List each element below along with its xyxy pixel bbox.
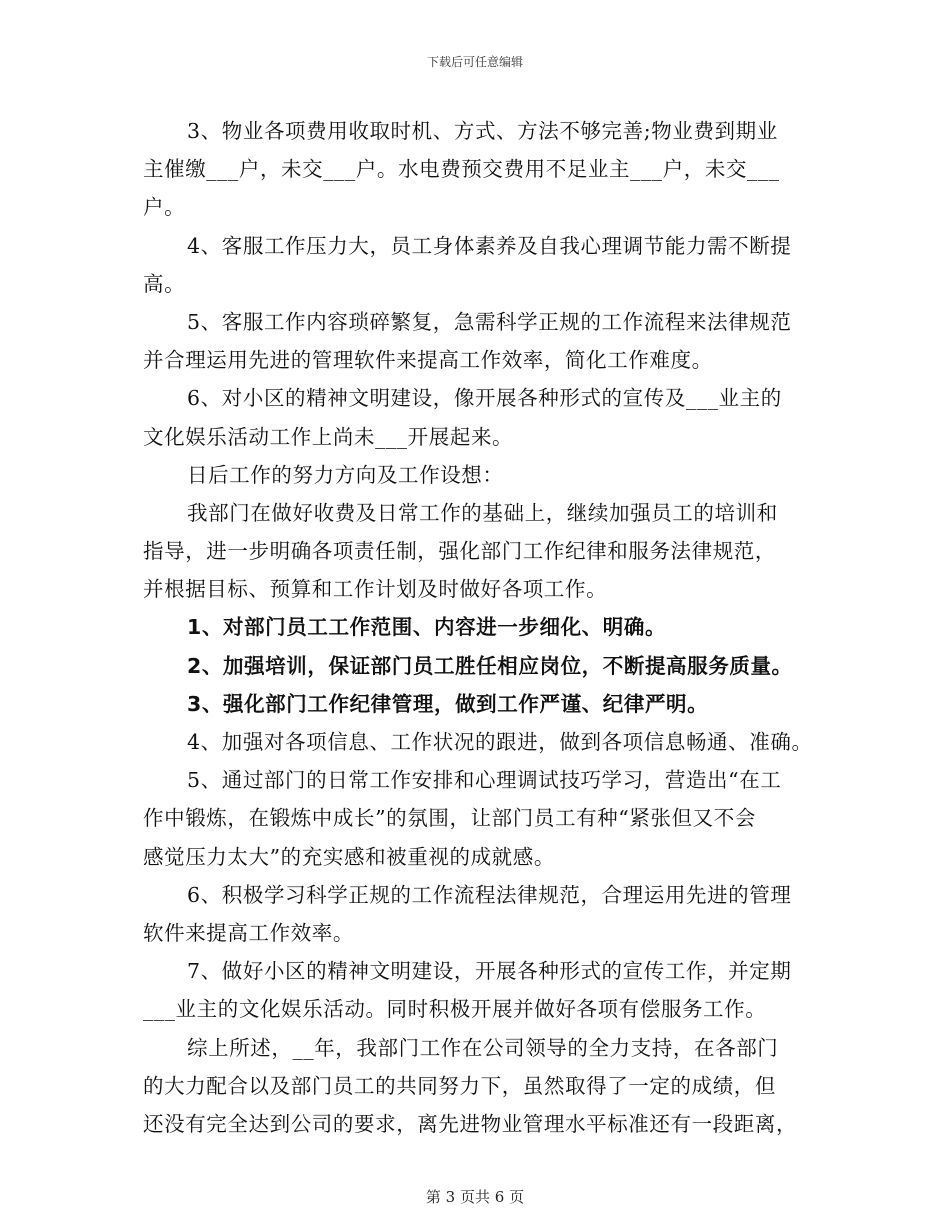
body-line: 的大力配合以及部门员工的共同努力下，虽然取得了一定的成绩，但: [143, 1073, 776, 1098]
body-line: 4、客服工作压力大，员工身体素养及自我心理调节能力需不断提: [187, 233, 792, 258]
body-line: 并合理运用先进的管理软件来提高工作效率，简化工作难度。: [143, 348, 713, 373]
body-line: 综上所述，__年，我部门工作在公司领导的全力支持，在各部门: [187, 1035, 779, 1060]
body-line: 文化娱乐活动工作上尚未___开展起来。: [143, 424, 514, 449]
body-line: 3、强化部门工作纪律管理，做到工作严谨、纪律严明。: [187, 691, 709, 716]
page-header: 下载后可任意编辑: [426, 55, 523, 69]
body-line: 作中锻炼，在锻炼中成长”的氛围，让部门员工有种“紧张但又不会: [143, 806, 756, 831]
body-line: ___业主的文化娱乐活动。同时积极开展并做好各项有偿服务工作。: [143, 997, 767, 1022]
body-line: 5、客服工作内容琐碎繁复，急需科学正规的工作流程来法律规范: [187, 309, 792, 334]
document-body: [143, 112, 813, 1143]
body-line: 3、物业各项费用收取时机、方式、方法不够完善;物业费到期业: [187, 119, 778, 143]
body-line: 5、通过部门的日常工作安排和心理调试技巧学习，营造出“在工: [187, 768, 782, 793]
body-line: 指导，进一步明确各项责任制，强化部门工作纪律和服务法律规范，: [143, 539, 776, 564]
body-line: 1、对部门员工工作范围、内容进一步细化、明确。: [187, 615, 667, 640]
body-line: 还没有完全达到公司的要求，离先进物业管理水平标准还有一段距离，: [143, 1111, 798, 1136]
body-line: 4、加强对各项信息、工作状况的跟进，做到各项信息畅通、准确。: [187, 730, 813, 754]
body-line: 6、对小区的精神文明建设，像开展各种形式的宣传及___业主的: [187, 386, 782, 411]
page-footer: 第 3 页共 6 页: [425, 1188, 525, 1206]
body-line: 日后工作的努力方向及工作设想：: [187, 462, 504, 487]
body-line: 感觉压力太大”的充实感和被重视的成就感。: [143, 844, 555, 869]
body-line: 我部门在做好收费及日常工作的基础上，继续加强员工的培训和: [187, 500, 778, 525]
body-line: 6、积极学习科学正规的工作流程法律规范，合理运用先进的管理: [187, 882, 792, 907]
body-line: 户。: [143, 195, 186, 220]
body-line: 并根据目标、预算和工作计划及时做好各项工作。: [143, 577, 608, 602]
body-line: 主催缴___户，未交___户。水电费预交费用不足业主___户，未交___: [143, 157, 780, 182]
body-line: 7、做好小区的精神文明建设，开展各种形式的宣传工作，并定期: [187, 959, 792, 984]
body-line: 软件来提高工作效率。: [143, 920, 354, 945]
body-line: 高。: [143, 271, 186, 296]
body-line: 2、加强培训，保证部门员工胜任相应岗位，不断提高服务质量。: [187, 653, 793, 678]
